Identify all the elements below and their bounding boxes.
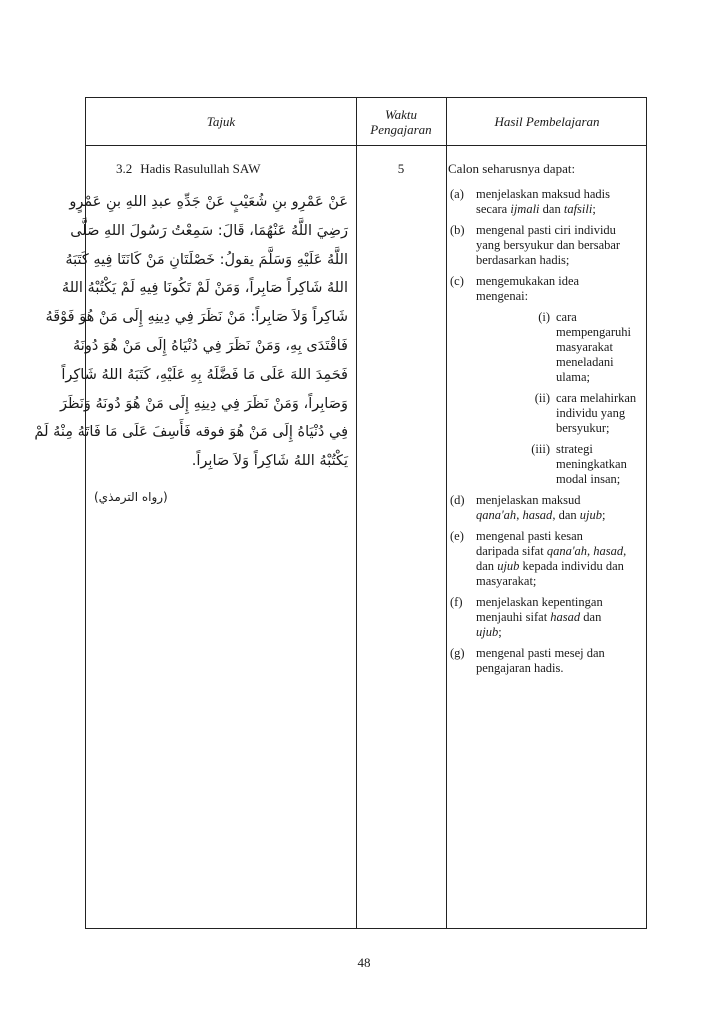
outcome-line: mengenal pasti kesan [476,529,583,543]
header-topic [86,98,356,145]
outcome-label: (d) [450,493,465,507]
outcome-item [444,646,648,676]
outcome-line: menjelaskan maksud [476,493,581,507]
outcome-subitem-line: cara melahirkan [556,391,637,405]
outcome-line: berdasarkan hadis; [476,253,570,267]
topic-title: Hadis Rasulullah SAW [140,161,261,176]
outcome-line: mengenal pasti ciri individu [476,223,616,237]
column-divider-1 [356,98,357,928]
header-divider [86,145,646,146]
teaching-hours: 5 [397,161,405,176]
outcome-label: (b) [450,223,465,237]
outcome-line: qana'ah, hasad, dan ujub; [476,508,606,522]
topic-number: 3.2 [116,161,133,176]
outcome-label: (e) [450,529,464,543]
page-number: 48 [357,955,371,970]
outcome-item [444,187,648,217]
header-time-line2: Pengajaran [370,121,432,137]
hadith-line: عَنْ عَمْرِو بنِ شُعَيْبٍ عَنْ جَدِّهِ عبدِ اللهِ بنِ عَمْرٍو [69,194,348,210]
hadith-line: اللهُ شَاكِراً صَابِراً، وَمَنْ لَمْ تَكُونَا فِيهِ لَمْ يَكْتُبْهُ اللهُ [61,280,348,297]
syllabus-table [34,97,647,929]
outcome-subitem [476,310,648,385]
outcome-subitem-line: modal insan; [556,472,621,486]
hadith-line: فِي دُنْيَاهُ إِلَى مَنْ هُوَ فوقه فَأَسِفَ عَلَى مَا فَاتَهُ مِنْهُ لَمْ [34,424,348,441]
outcome-subitem-line: individu yang [556,406,626,420]
outcome-item [444,493,648,523]
header-time-line1: Waktu [384,106,418,122]
outcome-subitem-line: bersyukur; [556,421,610,435]
hadith-text [34,188,348,476]
hadith-line: رَضِيَ اللَّهُ عَنْهُمَا، قَالَ: سَمِعْتُ رَسُولَ اللهِ صَلَّى [70,222,348,239]
hadith-reference: (رواه الترمذي) [94,490,168,504]
outcome-item [444,274,648,487]
outcome-item [444,595,648,640]
outcome-line: menjauhi sifat hasad dan [476,610,602,624]
outcome-line: masyarakat; [476,574,537,588]
outcome-line: ujub; [476,625,502,639]
outcome-subitem-line: strategi meningkatkan [556,442,627,471]
outcome-subitem-line: masyarakat [556,340,613,354]
outcome-line: menjelaskan maksud hadis [476,187,611,201]
outcome-label: (f) [450,595,463,609]
outcome-subitem [476,391,648,436]
outcome-subitem-line: meneladani ulama; [556,355,614,384]
topic-heading [116,161,269,177]
hadith-line: فَحَمِدَ اللهَ عَلَى مَا فَضَّلَهُ بِهِ عَلَيْهِ، كَتَبَهُ اللهُ شَاكِراً [61,366,348,383]
outcome-label: (c) [450,274,464,288]
outcome-line: menjelaskan kepentingan [476,595,603,609]
hadith-line: وَصَابِراً، وَمَنْ نَظَرَ فِي دِينِهِ إِلَى مَنْ هُوَ دُونَهُ وَنَظَرَ [59,395,348,412]
outcome-label: (g) [450,646,465,660]
outcome-subitem-label: (ii) [534,391,550,405]
outcomes-list [444,187,648,682]
header-outcomes [446,98,648,145]
outcome-subitem [476,442,648,487]
outcome-item [444,529,648,589]
header-time [356,98,446,145]
outcome-subitem-label: (i) [538,310,550,324]
hadith-line: شَاكِراً وَلاَ صَابِراً: مَنْ نَظَرَ فِي دِينِهِ إِلَى مَنْ هُوَ فَوْقَهُ [45,309,348,326]
outcome-line: secara ijmali dan tafsili; [476,202,596,216]
outcome-line: dan ujub kepada individu dan [476,559,624,573]
outcome-line: mengenal pasti mesej dan [476,646,605,660]
hadith-line: يَكْتُبْهُ اللهُ شَاكِراً وَلاَ صَابِراً. [191,453,348,470]
outcome-line: yang bersyukur dan bersabar [476,238,621,252]
header-outcomes-label: Hasil Pembelajaran [494,114,600,129]
hadith-line: اللَّهُ عَلَيْهِ وَسَلَّمَ يقولُ: خَصْلَتَانِ مَنْ كَانَتَا فِيهِ كَتَبَهُ [65,251,348,268]
outcome-subitem-label: (iii) [531,442,550,456]
hadith-line: فَاقْتَدَى بِهِ، وَمَنْ نَظَرَ فِي دُنْيَاهُ إِلَى مَنْ هُوَ دُونَهُ [73,337,348,354]
header-topic-label: Tajuk [206,114,236,129]
outcome-line: mengenai: [476,289,529,303]
outcomes-intro: Calon seharusnya dapat: [448,161,576,176]
outcome-line: daripada sifat qana'ah, hasad, [476,544,627,558]
outcome-subitem-line: cara mempengaruhi [556,310,631,339]
outcome-line: pengajaran hadis. [476,661,564,675]
outcome-item [444,223,648,268]
outcome-line: mengemukakan idea [476,274,580,288]
outcome-label: (a) [450,187,464,201]
